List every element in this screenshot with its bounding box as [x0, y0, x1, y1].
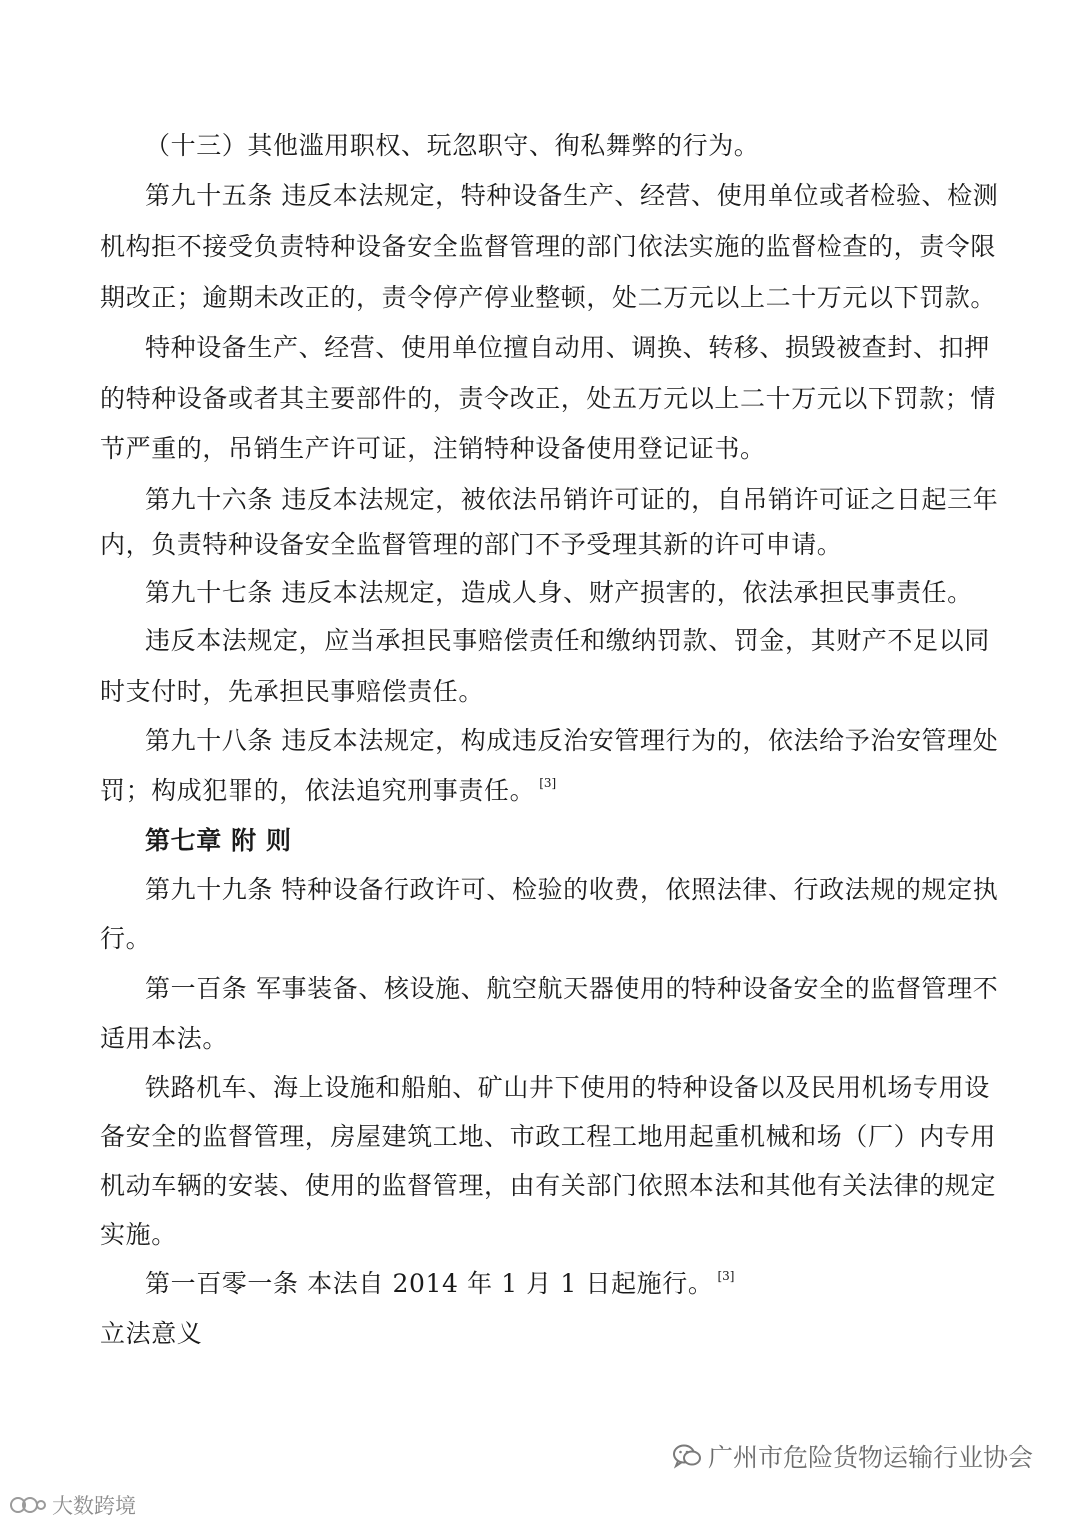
- wechat-icon: [672, 1443, 702, 1469]
- text-line: 违反本法规定，应当承担民事赔偿责任和缴纳罚款、罚金，其财产不足以同: [145, 626, 990, 655]
- logo-icon: [8, 1494, 48, 1516]
- text-line: 的特种设备或者其主要部件的，责令改正，处五万元以上二十万元以下罚款；情: [100, 384, 997, 413]
- text-line: 第一百条 军事装备、核设施、航空航天器使用的特种设备安全的监督管理不: [145, 974, 999, 1003]
- chapter-heading: 第七章 附 则: [145, 826, 292, 855]
- text-line: 行。: [100, 924, 152, 953]
- text-line: 第九十六条 违反本法规定，被依法吊销许可证的，自吊销许可证之日起三年: [145, 485, 999, 514]
- text-line: 节严重的，吊销生产许可证，注销特种设备使用登记证书。: [100, 434, 766, 463]
- citation-ref: [3]: [717, 1269, 735, 1283]
- section-heading: 立法意义: [100, 1319, 203, 1348]
- citation-ref: [3]: [539, 776, 557, 790]
- platform-watermark: [8, 1490, 136, 1520]
- text-line: 特种设备生产、经营、使用单位擅自动用、调换、转移、损毁被查封、扣押: [145, 333, 990, 362]
- text-line: 机动车辆的安装、使用的监督管理，由有关部门依照本法和其他有关法律的规定: [100, 1171, 997, 1200]
- text-line: 期改正；逾期未改正的，责令停产停业整顿，处二万元以上二十万元以下罚款。: [100, 283, 997, 312]
- text-line: [145, 1269, 734, 1299]
- text-line: 第九十八条 违反本法规定，构成违反治安管理行为的，依法给予治安管理处: [145, 726, 999, 755]
- text-line: 铁路机车、海上设施和船舶、矿山井下使用的特种设备以及民用机场专用设: [145, 1073, 990, 1102]
- line-text: 第一百零一条 本法自 2014 年 1 月 1 日起施行。: [145, 1269, 714, 1298]
- text-line: [100, 776, 556, 806]
- text-line: 实施。: [100, 1220, 177, 1249]
- text-line: 备安全的监督管理，房屋建筑工地、市政工程工地用起重机械和场（厂）内专用: [100, 1122, 997, 1151]
- text-line: 第九十九条 特种设备行政许可、检验的收费，依照法律、行政法规的规定执: [145, 875, 999, 904]
- text-line: 内，负责特种设备安全监督管理的部门不予受理其新的许可申请。: [100, 530, 843, 559]
- text-line: （十三）其他滥用职权、玩忽职守、徇私舞弊的行为。: [145, 131, 760, 160]
- wechat-watermark: [672, 1436, 1033, 1476]
- text-line: 时支付时，先承担民事赔偿责任。: [100, 677, 485, 706]
- platform-name: 大数跨境: [52, 1494, 136, 1518]
- wechat-account-name: 广州市危险货物运输行业协会: [708, 1443, 1034, 1472]
- text-line: 第九十五条 违反本法规定，特种设备生产、经营、使用单位或者检验、检测: [145, 181, 999, 210]
- text-line: 机构拒不接受负责特种设备安全监督管理的部门依法实施的监督检查的，责令限: [100, 232, 997, 261]
- line-text: 罚；构成犯罪的，依法追究刑事责任。: [100, 776, 536, 805]
- text-line: 第九十七条 违反本法规定，造成人身、财产损害的，依法承担民事责任。: [145, 578, 973, 607]
- text-line: 适用本法。: [100, 1024, 229, 1053]
